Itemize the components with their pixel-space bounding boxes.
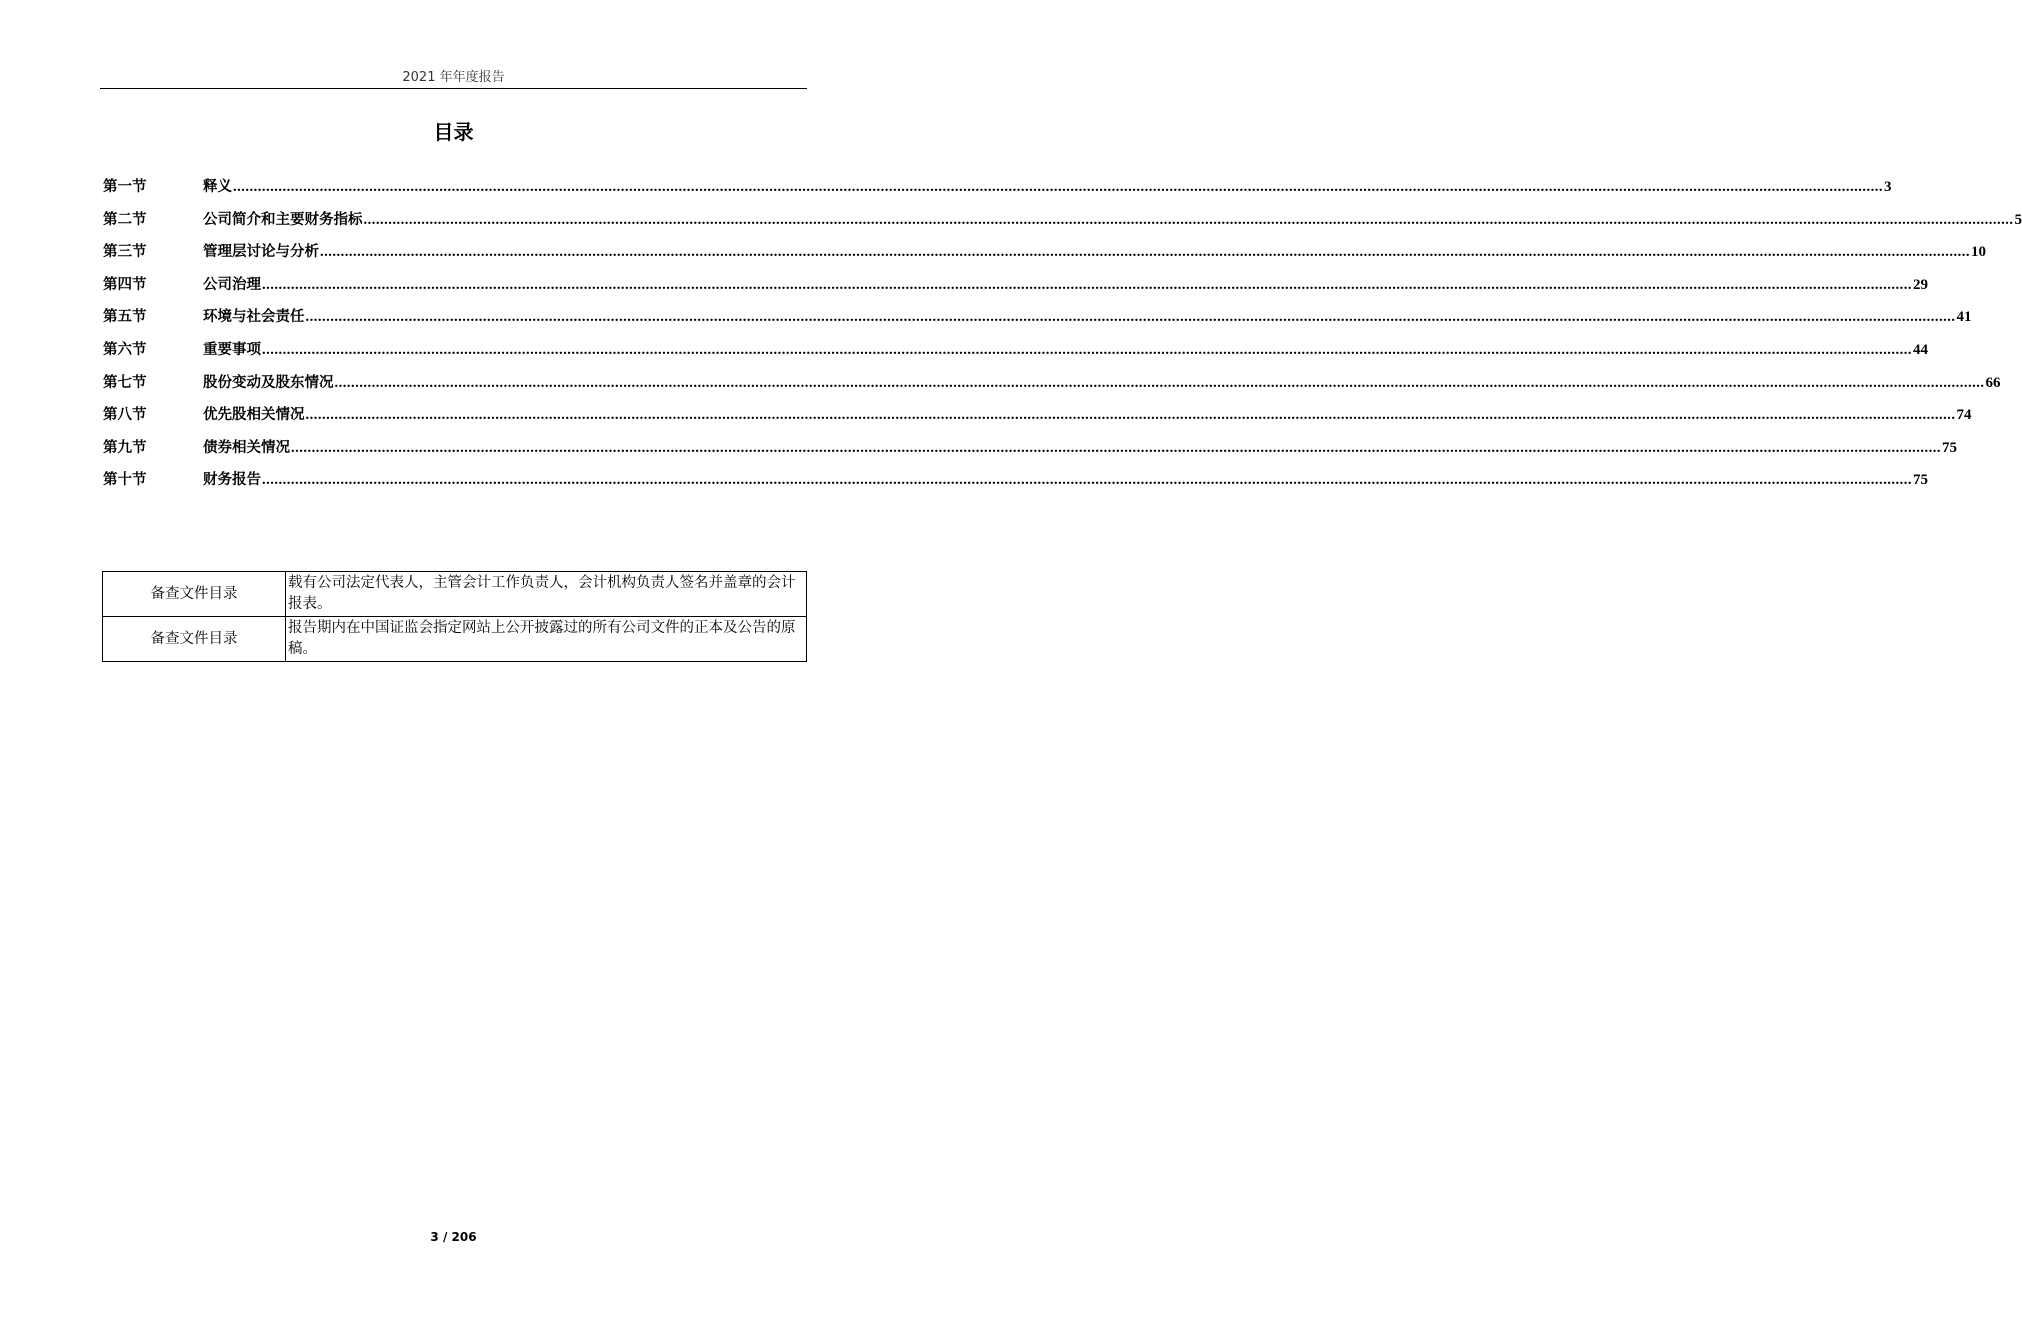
toc-entry[interactable] xyxy=(103,338,1928,371)
toc-leader-dots: ................................................................................................................................................................................................................................................................................................................................................................................................................ xyxy=(334,374,1985,391)
toc-entry[interactable] xyxy=(103,175,1892,208)
toc-section-title: 财务报告 xyxy=(203,472,261,489)
toc-page-number: 44 xyxy=(1913,341,1928,358)
reference-doc-label: 备查文件目录 xyxy=(103,617,286,662)
toc-section-number: 第六节 xyxy=(103,341,147,358)
toc-entry[interactable] xyxy=(103,273,1928,306)
toc-leader-dots: ................................................................................................................................................................................................................................................................................................................................................................................................................ xyxy=(262,276,1912,293)
toc-entry[interactable] xyxy=(103,371,2001,404)
toc-page-number: 74 xyxy=(1956,407,1972,424)
table-row xyxy=(103,617,807,662)
toc-entry[interactable] xyxy=(103,240,1986,273)
toc-page-number: 10 xyxy=(1971,244,1986,261)
toc-leader-dots: ................................................................................................................................................................................................................................................................................................................................................................................................................ xyxy=(320,244,1970,261)
toc-leader-dots: ................................................................................................................................................................................................................................................................................................................................................................................................................ xyxy=(291,439,1941,456)
toc-section-title: 管理层讨论与分析 xyxy=(203,244,319,261)
toc-leader-dots: ................................................................................................................................................................................................................................................................................................................................................................................................................ xyxy=(305,407,1956,424)
toc-section-title: 重要事项 xyxy=(203,341,261,358)
toc-page-number: 75 xyxy=(1942,439,1957,456)
table-row xyxy=(103,572,807,617)
toc-leader-dots: ................................................................................................................................................................................................................................................................................................................................................................................................................ xyxy=(305,309,1956,326)
toc-entry[interactable] xyxy=(103,305,1972,338)
toc-page-number: 29 xyxy=(1913,276,1928,293)
toc-page-number: 66 xyxy=(1985,374,2001,391)
toc-leader-dots: ................................................................................................................................................................................................................................................................................................................................................................................................................ xyxy=(262,341,1912,358)
toc-section-number: 第二节 xyxy=(103,211,147,228)
table-of-contents xyxy=(103,175,2022,501)
toc-entry[interactable] xyxy=(103,468,1928,501)
reference-doc-label: 备查文件目录 xyxy=(103,572,286,617)
toc-entry[interactable] xyxy=(103,436,1957,469)
toc-section-number: 第七节 xyxy=(103,374,147,391)
toc-page-number: 3 xyxy=(1884,179,1892,195)
toc-page-number: 41 xyxy=(1956,309,1972,326)
toc-section-number: 第一节 xyxy=(103,179,147,195)
reference-doc-content: 载有公司法定代表人，主管会计工作负责人，会计机构负责人签名并盖章的会计报表。 xyxy=(286,572,807,617)
toc-entry[interactable] xyxy=(103,403,1972,436)
header-divider xyxy=(100,88,807,89)
toc-leader-dots: ................................................................................................................................................................................................................................................................................................................................................................................................................ xyxy=(233,179,1883,195)
toc-section-title: 释义 xyxy=(203,179,232,195)
toc-section-title: 公司治理 xyxy=(203,276,261,293)
reference-documents-table xyxy=(102,571,807,662)
toc-leader-dots: ................................................................................................................................................................................................................................................................................................................................................................................................................ xyxy=(262,472,1912,489)
toc-section-title: 环境与社会责任 xyxy=(203,309,305,326)
toc-leader-dots: ................................................................................................................................................................................................................................................................................................................................................................................................................ xyxy=(363,211,2014,228)
toc-section-title: 债券相关情况 xyxy=(203,439,290,456)
toc-section-title: 股份变动及股东情况 xyxy=(203,374,334,391)
toc-page-number: 5 xyxy=(2014,211,2022,228)
toc-section-title: 优先股相关情况 xyxy=(203,407,305,424)
running-header: 2021 年年度报告 xyxy=(402,70,505,85)
toc-section-number: 第三节 xyxy=(103,244,147,261)
page-title: 目录 xyxy=(433,120,474,144)
toc-section-number: 第四节 xyxy=(103,276,147,293)
toc-section-number: 第五节 xyxy=(103,309,147,326)
toc-page-number: 75 xyxy=(1913,472,1928,489)
toc-section-title: 公司简介和主要财务指标 xyxy=(203,211,363,228)
page-number-footer: 3 / 206 xyxy=(430,1230,477,1244)
reference-doc-content: 报告期内在中国证监会指定网站上公开披露过的所有公司文件的正本及公告的原稿。 xyxy=(286,617,807,662)
toc-section-number: 第八节 xyxy=(103,407,147,424)
toc-section-number: 第九节 xyxy=(103,439,147,456)
toc-entry[interactable] xyxy=(103,208,2022,241)
toc-section-number: 第十节 xyxy=(103,472,147,489)
